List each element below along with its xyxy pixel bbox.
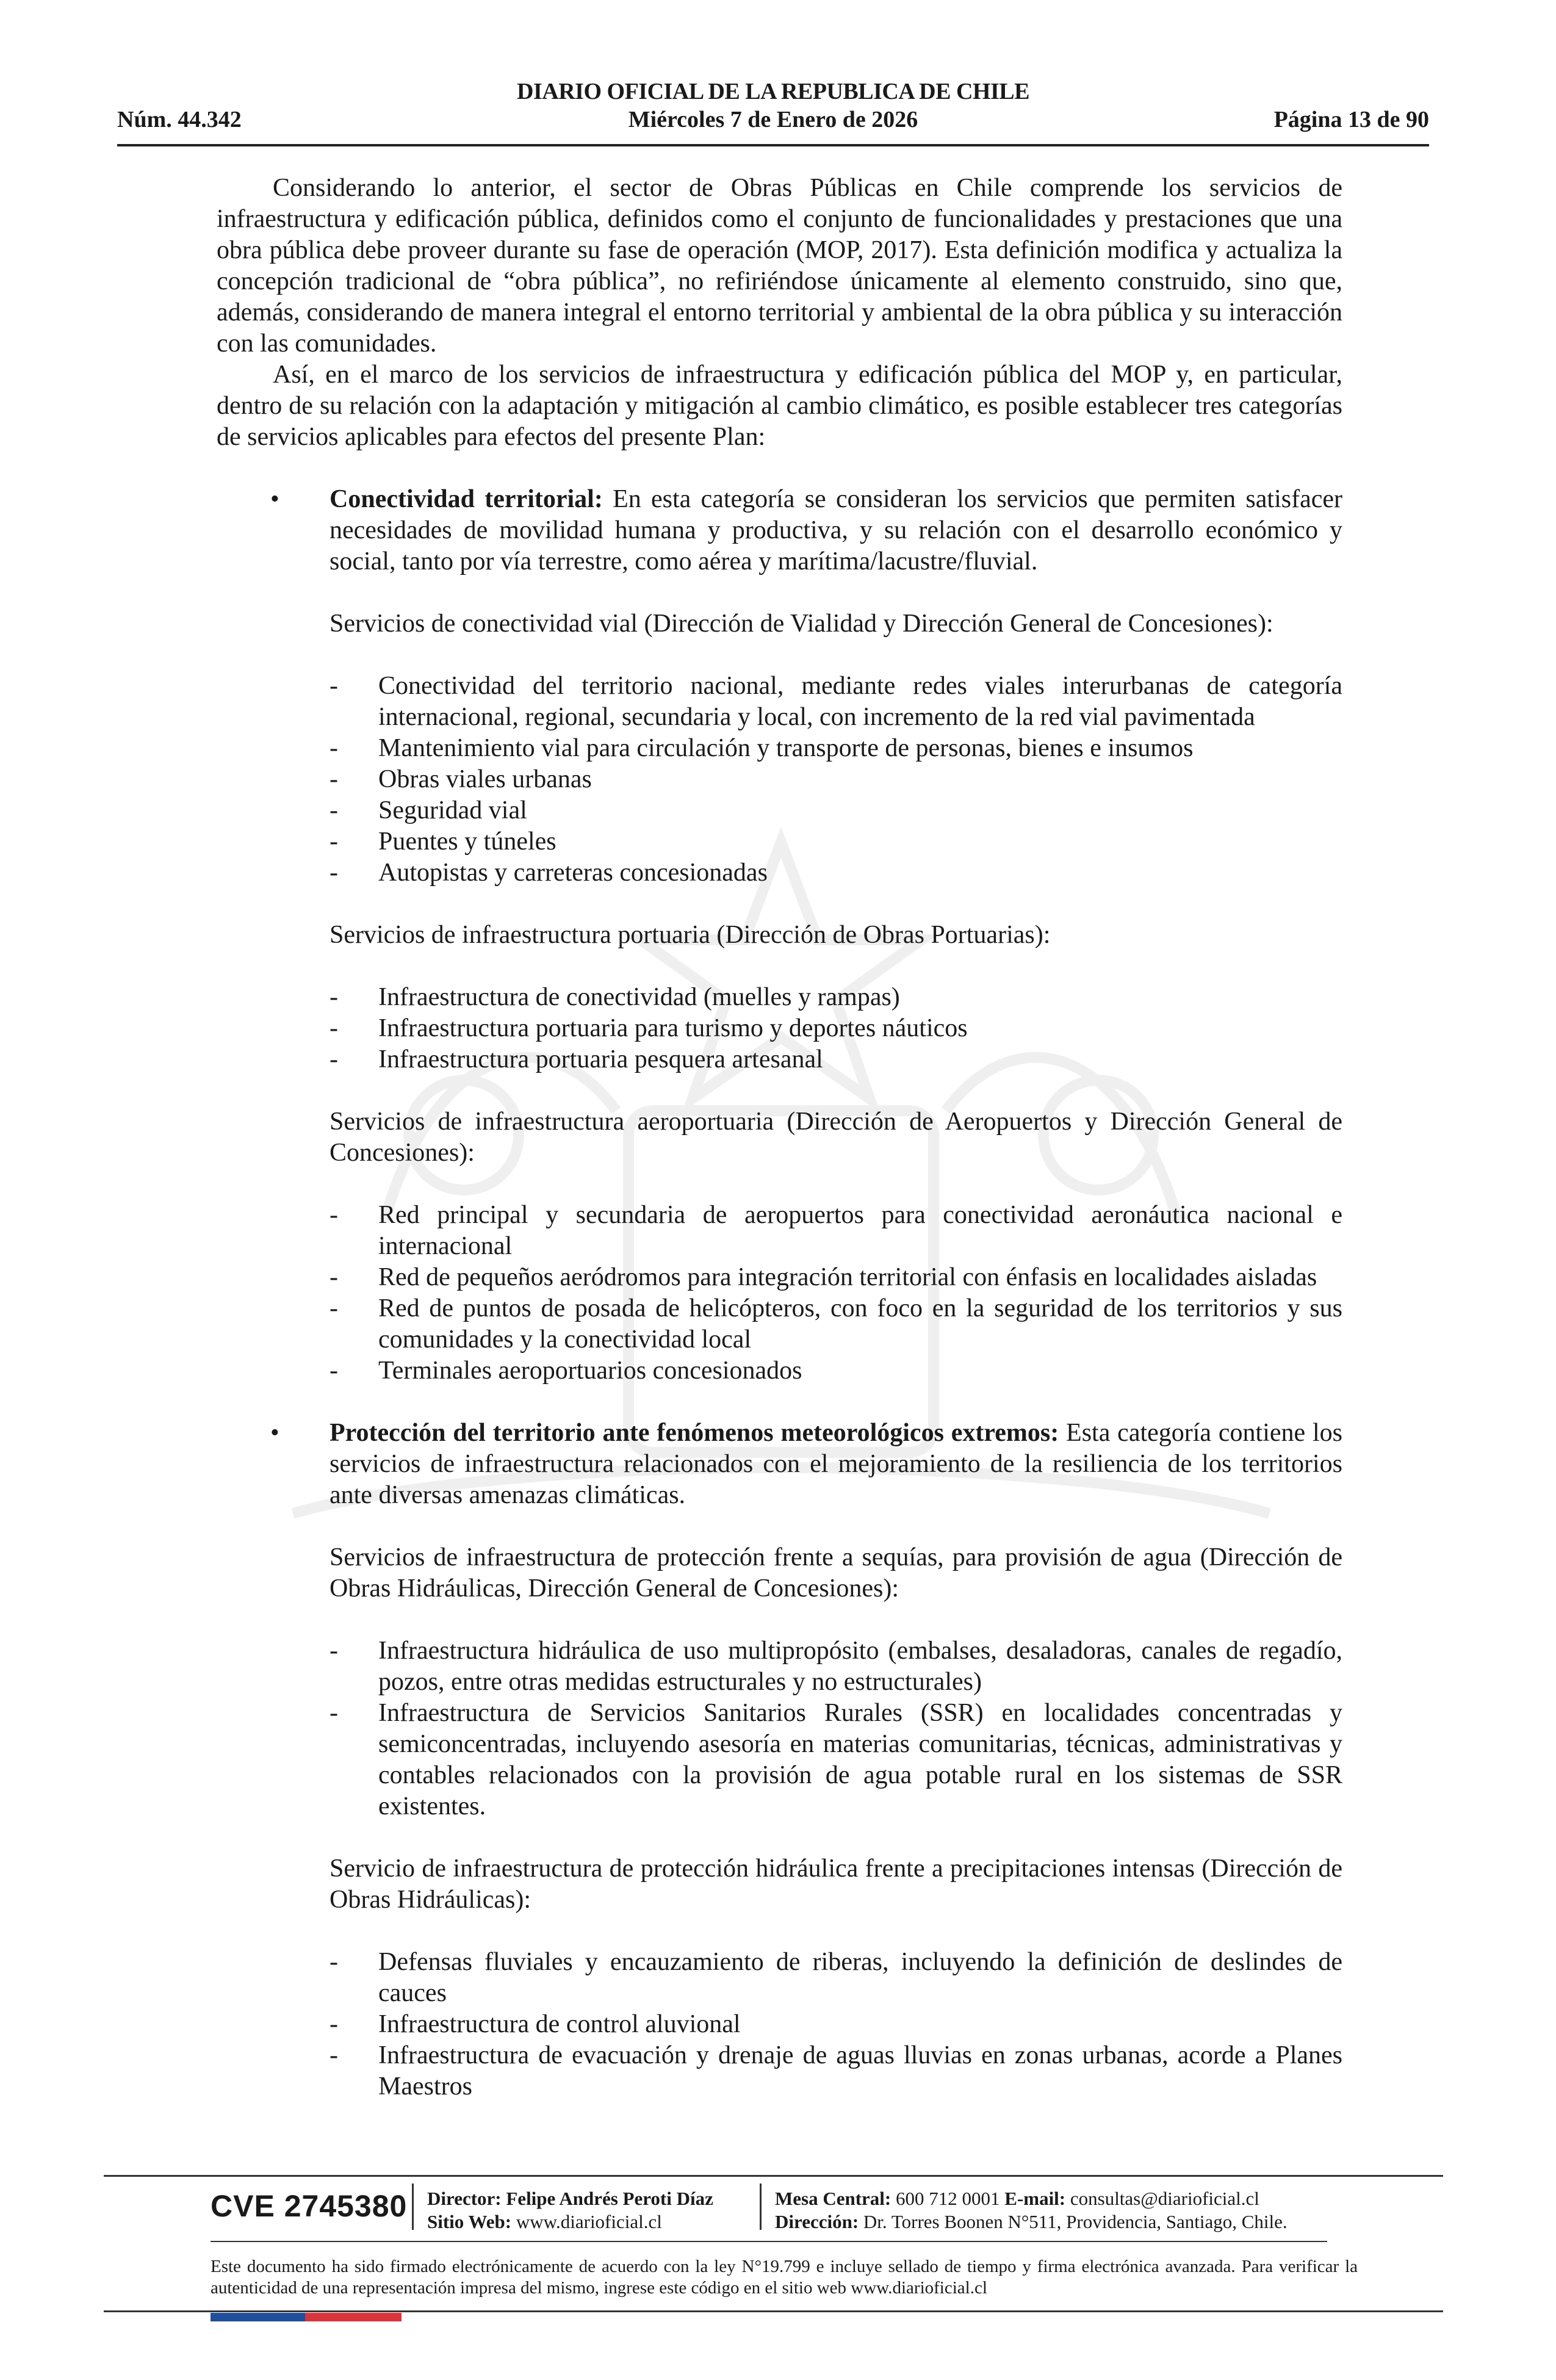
page-header [117,76,1429,146]
service-list [217,1635,1342,1822]
footer-director-block [427,2187,713,2234]
address-value: Dr. Torres Boonen N°511, Providencia, Santiago, Chile. [863,2211,1288,2232]
service-list-item [217,671,1342,733]
service-item-text: Puentes y túneles [378,828,556,856]
service-item-text: Infraestructura de conectividad (muelles y rampas) [378,983,900,1011]
service-group-heading: Servicio de infraestructura de protección hidráulica frente a precipitaciones intensas (Dirección de Obras Hidráulicas): [330,1855,1342,1914]
category-title: Protección del territorio ante fenómenos meteorológicos extremos: [330,1419,1059,1447]
dash-marker: - [330,1294,338,1322]
dash-marker: - [330,983,338,1011]
service-list-item [217,1635,1342,1698]
service-item-text: Infraestructura de evacuación y drenaje de aguas lluvias en zonas urbanas, acorde a Planes Maestros [378,2041,1342,2101]
dash-marker: - [330,796,338,824]
service-list-item [217,1947,1342,2009]
footer-contact-block [775,2187,1288,2234]
footer-top-rule [104,2175,1443,2177]
dash-marker: - [330,1948,338,1976]
service-list-item [217,795,1342,826]
footer-mid-rule [211,2241,1327,2242]
dash-marker: - [330,734,338,762]
cve-code: CVE 2745380 [211,2189,408,2223]
service-item-text: Defensas fluviales y encauzamiento de riberas, incluyendo la definición de deslindes de cauces [378,1948,1342,2007]
service-group-heading: Servicios de infraestructura aeroportuaria (Dirección de Aeropuertos y Dirección General de Concesiones): [330,1108,1342,1167]
brand-bar-red [305,2313,402,2321]
service-item-text: Obras viales urbanas [378,765,592,793]
service-list [217,671,1342,889]
dash-marker: - [330,859,338,887]
service-item-text: Infraestructura hidráulica de uso multipropósito (embalses, desaladoras, canales de regadío, pozos, entre otras medidas estructurales y no estructurales) [378,1637,1342,1696]
service-list-item [217,2009,1342,2040]
category-description: Esta categoría contiene los servicios de infraestructura relacionados con el mejoramiento de la resiliencia de los territorios ante diversas amenazas climáticas. [330,1419,1342,1509]
intro-paragraph: Así, en el marco de los servicios de infraestructura y edificación pública del MOP y, en particular, dentro de su relación con la adaptación y mitigación al cambio climático, es posible establecer tres categorías de servicios aplicables para efectos del presente Plan: [217,361,1342,451]
service-item-text: Infraestructura de control aluvional [378,2010,741,2038]
issue-number: Núm. 44.342 [117,107,242,132]
dash-marker: - [330,1201,338,1229]
category-item [217,484,1342,577]
service-list-item [217,733,1342,764]
service-item-text: Infraestructura portuaria pesquera artesanal [378,1045,823,1073]
service-list-item [217,1262,1342,1293]
category-item [217,1418,1342,1511]
dash-marker: - [330,2041,338,2069]
dash-marker: - [330,1045,338,1073]
service-group-heading: Servicios de infraestructura portuaria (Dirección de Obras Portuarias): [330,921,1051,949]
service-list [217,1200,1342,1387]
service-item-text: Infraestructura de Servicios Sanitarios Rurales (SSR) en localidades concentradas y semiconcentradas, incluyendo asesoría en materias comunitarias, técnicas, administrativas y contables relacionados con la provisión de agua potable rural en los sistemas de SSR existentes. [378,1699,1342,1820]
service-item-text: Red principal y secundaria de aeropuertos para conectividad aeronáutica nacional e internacional [378,1201,1342,1260]
dash-marker: - [330,672,338,700]
director-label: Director: [427,2188,502,2209]
service-item-text: Conectividad del territorio nacional, mediante redes viales interurbanas de categoría internacional, regional, secundaria y local, con incremento de la red vial pavimentada [378,672,1342,731]
service-group-heading: Servicios de conectividad vial (Dirección de Vialidad y Dirección General de Concesiones): [330,610,1273,638]
footer-divider [760,2183,762,2230]
service-item-text: Terminales aeroportuarios concesionados [378,1357,802,1385]
category-description: En esta categoría se consideran los servicios que permiten satisfacer necesidades de movilidad humana y productiva, y su relación con el desarrollo económico y social, tanto por vía terrestre, como aérea y marítima/lacustre/fluvial. [330,485,1342,575]
dash-marker: - [330,1637,338,1665]
service-list-item [217,982,1342,1013]
service-list-item [217,1698,1342,1822]
legal-notice: Este documento ha sido firmado electrónicamente de acuerdo con la ley N°19.799 e incluye sellado de tiempo y firma electrónica avanzada. Para verificar la autenticidad de una representación impresa del mismo, ingrese este código en el sitio web www.diarioficial.cl [211,2257,1358,2298]
intro-paragraph: Considerando lo anterior, el sector de Obras Públicas en Chile comprende los servicios de infraestructura y edificación pública, definidos como el conjunto de funcionalidades y prestaciones que una obra pública debe proveer durante su fase de operación (MOP, 2017). Esta definición modifica y actualiza la concepción tradicional de “obra pública”, no refiriéndose únicamente al elemento construido, sino que, además, considerando de manera integral el entorno territorial y ambiental de la obra pública y su interacción con las comunidades. [217,174,1342,358]
service-list [217,1947,1342,2102]
service-group-heading: Servicios de infraestructura de protección frente a sequías, para provisión de agua (Dirección de Obras Hidráulicas, Dirección General de Concesiones): [330,1543,1342,1603]
email-link[interactable]: consultas@diarioficial.cl [1070,2188,1259,2209]
service-list [217,982,1342,1075]
dash-marker: - [330,765,338,793]
service-item-text: Infraestructura portuaria para turismo y deportes náuticos [378,1014,968,1042]
service-item-text: Red de puntos de posada de helicópteros, con foco en la seguridad de los territorios y sus comunidades y la conectividad local [378,1294,1342,1354]
publication-title: DIARIO OFICIAL DE LA REPUBLICA DE CHILE [517,79,1029,104]
dash-marker: - [330,1263,338,1291]
service-item-text: Autopistas y carreteras concesionadas [378,859,768,887]
brand-bar-blue [211,2313,305,2321]
dash-marker: - [330,1357,338,1385]
dash-marker: - [330,828,338,856]
footer-bottom-rule [104,2310,1443,2312]
service-list-item [217,1293,1342,1355]
service-item-text: Mantenimiento vial para circulación y transporte de personas, bienes e insumos [378,734,1194,762]
document-body [217,173,1342,2102]
director-name: Felipe Andrés Peroti Díaz [506,2188,713,2209]
category-list [217,484,1342,2102]
email-label: E-mail: [1004,2188,1066,2209]
service-list-item [217,1044,1342,1075]
central-phone: 600 712 0001 [896,2188,1000,2209]
bullet-marker: • [270,1419,279,1447]
page-number: Página 13 de 90 [1273,107,1429,132]
web-label: Sitio Web: [427,2211,512,2232]
footer-divider [412,2183,414,2230]
web-link[interactable]: www.diarioficial.cl [516,2211,662,2232]
service-list-item [217,1200,1342,1262]
dash-marker: - [330,1699,338,1727]
service-item-text: Seguridad vial [378,796,527,824]
service-list-item [217,1013,1342,1044]
service-item-text: Red de pequeños aeródromos para integración territorial con énfasis en localidades aisladas [378,1263,1317,1291]
dash-marker: - [330,2010,338,2038]
service-list-item [217,764,1342,795]
address-label: Dirección: [775,2211,859,2232]
bullet-marker: • [270,485,279,513]
dash-marker: - [330,1014,338,1042]
service-list-item [217,857,1342,889]
category-title: Conectividad territorial: [330,485,603,513]
publication-date: Miércoles 7 de Enero de 2026 [628,107,918,132]
central-label: Mesa Central: [775,2188,891,2209]
service-list-item [217,1355,1342,1387]
service-list-item [217,826,1342,857]
service-list-item [217,2040,1342,2102]
